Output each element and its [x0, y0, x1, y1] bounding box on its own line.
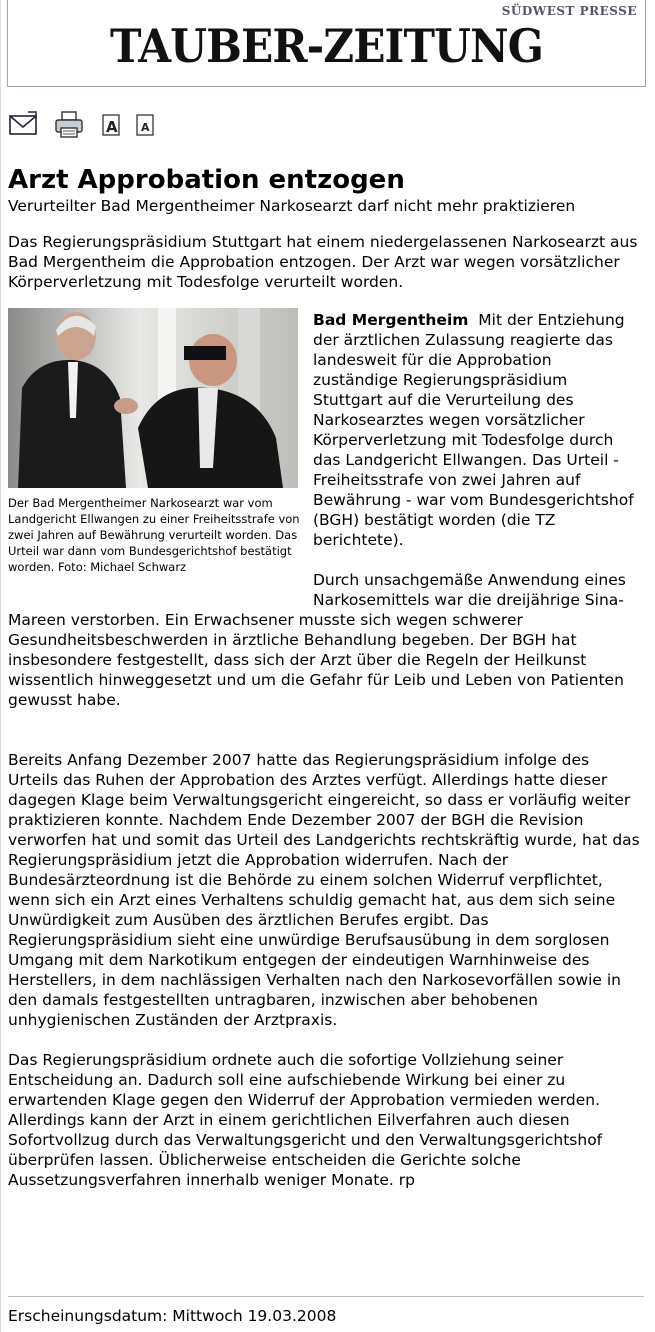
- paragraph-text: Mit der Entziehung der ärztlichen Zulassung reagierte das landesweit für die Approbation zuständige Regierungspräsidium Stuttgart auf die Verurteilung des Narkosearztes wegen vorsätzlicher Körperverletzung mit Todesfolge durch das Landgericht Ellwangen. Das Urteil - Freiheitsstrafe von zwei Jahren auf Bewährung - war vom Bundesgerichtshof (BGH) bestätigt worden (die TZ berichtete).: [313, 311, 634, 549]
- article-paragraph: Durch unsachgemäße Anwendung eines Narkosemittels war die dreijährige Sina-Mareen verstorben. Ein Erwachsener musste sich wegen schwerer Gesundheitsbeschwerden in ärztliche Behandlung begeben. Der BGH hat insbesondere festgestellt, dass sich der Arzt über die Regeln der Heilkunst wissentlich hinweggesetzt und um die Gefahr für Leib und Leben von Patienten gewusst habe.: [8, 571, 626, 709]
- article-lead: Das Regierungspräsidium Stuttgart hat einem niedergelassenen Narkosearzt aus Bad Mergentheim die Approbation entzogen. Der Arzt war wegen vorsätzlicher Körperverletzung mit Todesfolge verurteilt worden.: [8, 233, 638, 291]
- svg-text:A: A: [106, 118, 118, 136]
- article-subtitle: Verurteilter Bad Mergentheimer Narkosearzt darf nicht mehr praktizieren: [8, 197, 576, 215]
- divider: [8, 1296, 644, 1297]
- page-border: [0, 0, 1, 1332]
- dateline: Bad Mergentheim: [313, 311, 469, 329]
- article-paragraph: Das Regierungspräsidium ordnete auch die sofortige Vollziehung seiner Entscheidung an. Dadurch soll eine aufschiebende Wirkung bei einer zu erwartenden Klage gegen den Widerruf der Approbation vermieden werden. Allerdings kann der Arzt in einem gerichtlichen Eilverfahren auch diesen Sofortvollzug durch das Verwaltungsgericht und den Verwaltungsgerichtshof überprüfen lassen. Üblicherweise entscheiden die Gerichte solche Aussetzungsverfahren innerhalb weniger Monate. rp: [8, 1051, 603, 1189]
- email-icon[interactable]: [8, 110, 38, 140]
- article-body: [8, 310, 640, 1190]
- article-title: Arzt Approbation entzogen: [8, 165, 405, 195]
- newspaper-logo: TAUBER-ZEITUNG: [110, 19, 543, 73]
- print-icon[interactable]: [54, 110, 84, 140]
- publisher-name: SÜDWEST PRESSE: [501, 4, 637, 18]
- svg-text:A: A: [141, 121, 150, 134]
- font-larger-icon[interactable]: [98, 110, 128, 140]
- photo-caption: Der Bad Mergentheimer Narkosearzt war vom Landgericht Ellwangen zu einer Freiheitsstrafe von zwei Jahren auf Bewährung verurteilt worden. Das Urteil war dann vom Bundesgerichtshof bestätigt worden. Foto: Michael Schwarz: [8, 496, 300, 574]
- publication-date: Erscheinungsdatum: Mittwoch 19.03.2008: [8, 1307, 337, 1325]
- font-smaller-icon[interactable]: [132, 110, 162, 140]
- article-paragraph: Bereits Anfang Dezember 2007 hatte das Regierungspräsidium infolge des Urteils das Ruhen der Approbation des Arztes verfügt. Allerdings hatte dieser dagegen Klage beim Verwaltungsgericht eingereicht, so dass er vorläufig weiter praktizieren konnte. Nachdem Ende Dezember 2007 der BGH die Revision verworfen hat und somit das Urteil des Landgerichts rechtskräftig wurde, hat das Regierungspräsidium jetzt die Approbation widerrufen. Nach der Bundesärzteordnung ist die Behörde zu einem solchen Widerruf verpflichtet, wenn sich ein Arzt eines Verhaltens schuldig gemacht hat, aus dem sich seine Unwürdigkeit zum Ausüben des ärztlichen Berufes ergibt. Das Regierungspräsidium sieht eine unwürdige Berufsausübung in dem sorglosen Umgang mit dem Narkotikum entgegen der eindeutigen Warnhinweise des Herstellers, in dem nachlässigen Verhalten nach den Narkosevorfällen sowie in den damals festgestellten untragbaren, inzwischen aber behobenen unhygienischen Zuständen der Arztpraxis.: [8, 751, 640, 1029]
- masthead-banner: [7, 0, 646, 87]
